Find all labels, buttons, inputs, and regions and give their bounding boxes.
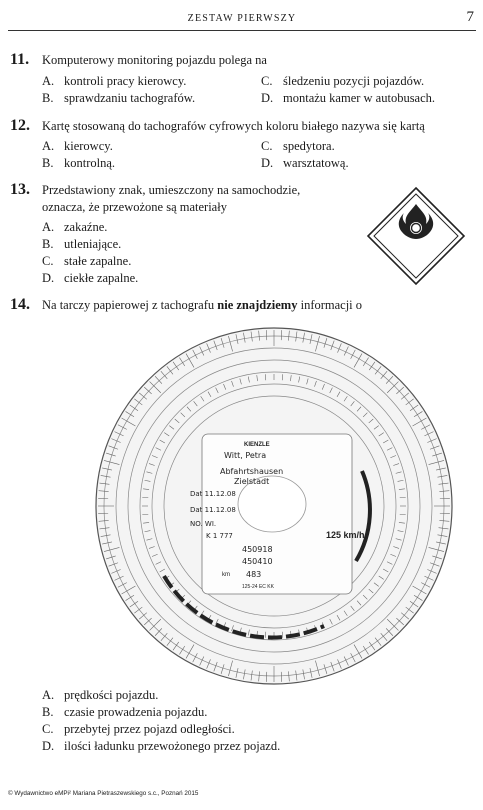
- header-title: ZESTAW PIERWSZY: [187, 13, 297, 24]
- copyright-footer: © Wydawnictwo eMPi² Mariana Pietraszewskiego s.c., Poznań 2015: [8, 790, 199, 797]
- tacho-speed: 125 km/h: [326, 530, 365, 540]
- question-number: 13.: [10, 181, 30, 198]
- answer-option-b[interactable]: B. kontrolną.: [42, 156, 116, 170]
- tacho-dat2: Dat 11.12.08: [190, 506, 236, 514]
- answer-option-d[interactable]: D. ciekłe zapalne.: [42, 271, 139, 285]
- question-text: Kartę stosowaną do tachografów cyfrowych koloru białego nazywa się kartą: [42, 119, 425, 133]
- answer-option-c[interactable]: C. przebytej przez pojazd odległości.: [42, 722, 235, 736]
- tacho-name: Witt, Petra: [224, 451, 267, 460]
- page-header: [8, 8, 476, 31]
- tacho-km-end: 450918: [242, 545, 273, 554]
- tacho-plate: K 1 777: [206, 532, 233, 540]
- tacho-from: Abfahrtshausen: [220, 467, 284, 476]
- question-text: Na tarczy papierowej z tachografu nie znajdziemy informacji o: [42, 298, 363, 312]
- question-number: 12.: [10, 117, 30, 134]
- question-number: 14.: [10, 296, 30, 313]
- answer-option-b[interactable]: B. czasie prowadzenia pojazdu.: [42, 705, 208, 719]
- tacho-km-total: 483: [246, 570, 262, 579]
- answer-option-c[interactable]: C. stałe zapalne.: [42, 254, 132, 268]
- tacho-code: 125-24 EC KK: [242, 584, 274, 590]
- oxidizer-hazard-sign-icon: [366, 186, 466, 286]
- tachograph-disc-image: [94, 326, 454, 686]
- question-number: 11.: [10, 51, 30, 68]
- page-number: 7: [466, 9, 474, 25]
- tacho-no: NO. WI.: [190, 520, 217, 528]
- answer-option-a[interactable]: A. prędkości pojazdu.: [42, 688, 159, 702]
- answer-option-d[interactable]: D. ilości ładunku przewożonego przez pojazd.: [42, 739, 281, 753]
- answer-option-b[interactable]: B. utleniające.: [42, 237, 122, 251]
- answer-option-c[interactable]: C. śledzeniu pozycji pojazdów.: [261, 74, 425, 88]
- question-text: Przedstawiony znak, umieszczony na samochodzie,: [42, 183, 301, 197]
- answer-option-a[interactable]: A. kontroli pracy kierowcy.: [42, 74, 187, 88]
- question-text-cont: oznacza, że przewożone są materiały: [42, 200, 227, 214]
- tacho-km-label: km: [222, 572, 230, 578]
- tacho-km-start: 450410: [242, 557, 273, 566]
- tacho-brand: KIENZLE: [244, 442, 270, 448]
- answer-option-d[interactable]: D. montażu kamer w autobusach.: [261, 91, 436, 105]
- tacho-dat1: Dat 11.12.08: [190, 490, 236, 498]
- answer-option-a[interactable]: A. kierowcy.: [42, 139, 113, 153]
- answer-option-a[interactable]: A. zakaźne.: [42, 220, 108, 234]
- answer-option-d[interactable]: D. warsztatową.: [261, 156, 349, 170]
- question-text: Komputerowy monitoring pojazdu polega na: [42, 53, 267, 67]
- tacho-to: Zielstadt: [234, 477, 270, 486]
- answer-option-b[interactable]: B. sprawdzaniu tachografów.: [42, 91, 196, 105]
- answer-option-c[interactable]: C. spedytora.: [261, 139, 335, 153]
